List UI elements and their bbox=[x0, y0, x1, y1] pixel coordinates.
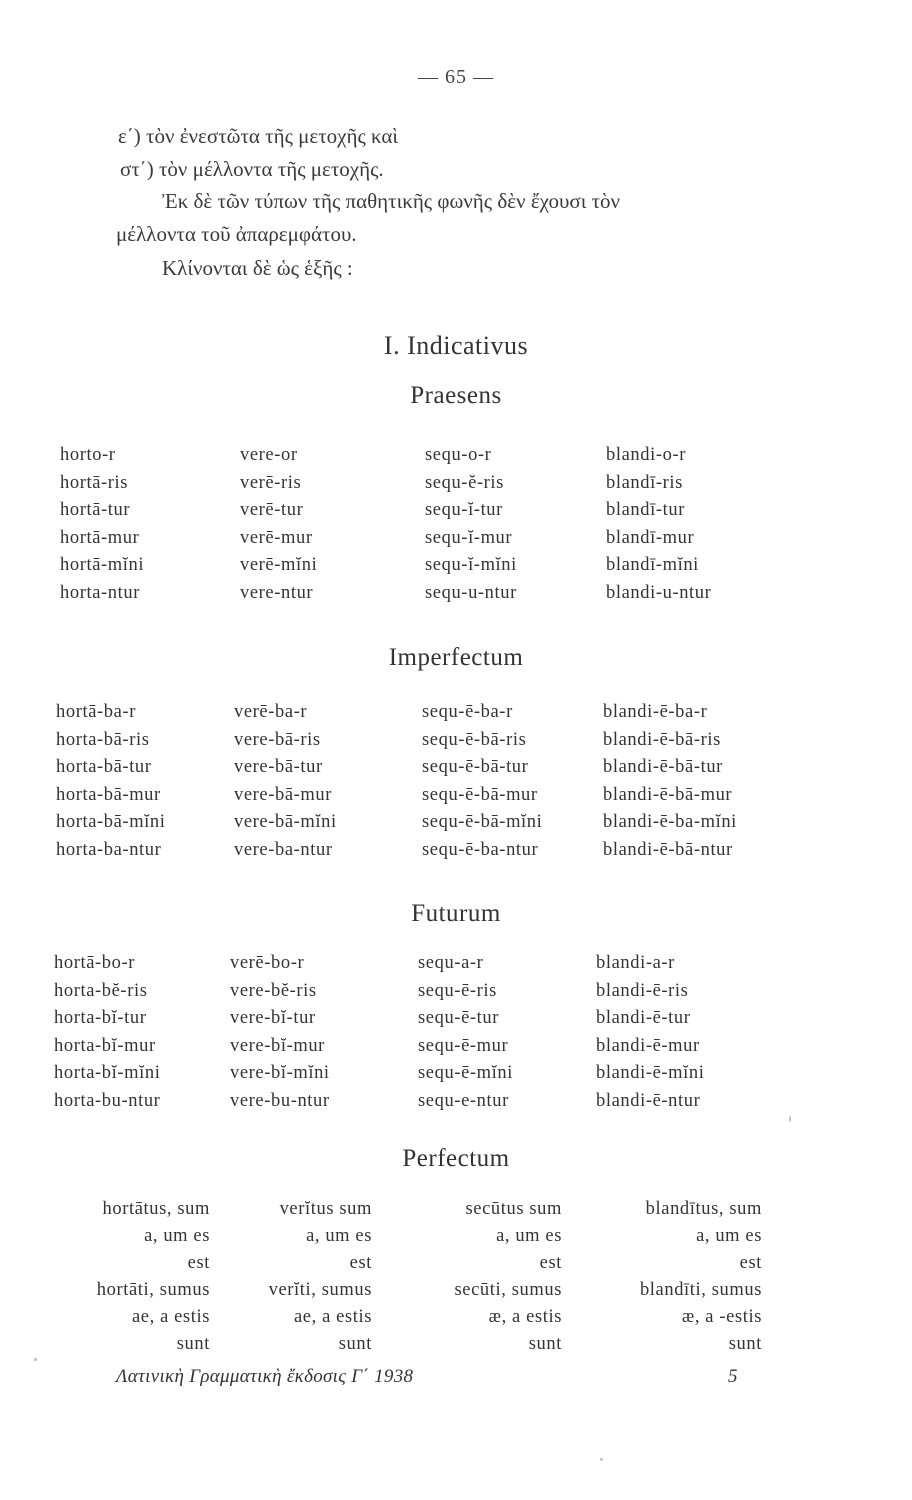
perfect-column bbox=[52, 1196, 210, 1358]
form-entry: sequ-ĭ-mĭni bbox=[425, 555, 517, 575]
form-entry: secūtus sum bbox=[465, 1199, 562, 1219]
intro-line: Κλίνονται δὲ ὡς ἑξῆς : bbox=[162, 256, 353, 280]
form-entry: vere-bĭ-mĭni bbox=[230, 1063, 330, 1083]
form-entry: horta-bĭ-mur bbox=[54, 1035, 156, 1056]
form-entry: blandi-ē-ba-mĭni bbox=[603, 812, 737, 832]
deponent-column bbox=[234, 699, 337, 864]
form-entry: est bbox=[739, 1253, 762, 1273]
form-entry: est bbox=[187, 1253, 210, 1273]
form-entry: sunt bbox=[528, 1334, 562, 1354]
form-entry: sequ-o-r bbox=[425, 445, 492, 465]
form-entry: sequ-ĭ-tur bbox=[425, 500, 503, 520]
form-entry: blandi-ē-bā-ntur bbox=[603, 839, 733, 860]
form-entry: sequ-ē-bā-mur bbox=[422, 784, 538, 805]
form-entry: vere-bĭ-tur bbox=[230, 1008, 316, 1028]
form-entry: vere-bā-tur bbox=[234, 757, 323, 777]
form-entry: blandi-ē-mur bbox=[596, 1035, 700, 1056]
form-entry: vere-bĭ-mur bbox=[230, 1035, 325, 1056]
form-entry: horta-bā-mur bbox=[56, 784, 161, 805]
form-entry: blandi-ē-tur bbox=[596, 1008, 691, 1028]
form-entry: blandī-ris bbox=[606, 472, 683, 493]
form-entry: verĭti, sumus bbox=[268, 1280, 372, 1300]
form-entry: sequ-ē-mur bbox=[418, 1035, 509, 1056]
form-entry: hortā-mĭni bbox=[60, 555, 145, 575]
form-entry: sequ-ē-tur bbox=[418, 1008, 499, 1028]
form-entry: blandi-a-r bbox=[596, 953, 675, 973]
form-entry: sequ-ē-ba-r bbox=[422, 702, 513, 722]
form-entry: hortā-mur bbox=[60, 527, 140, 548]
perfect-column bbox=[228, 1196, 372, 1358]
form-entry: sequ-a-r bbox=[418, 953, 484, 973]
form-entry: a, um es bbox=[696, 1226, 762, 1246]
deponent-column bbox=[60, 442, 144, 607]
intro-line: στ΄) τὸν μέλλοντα τῆς μετοχῆς. bbox=[120, 157, 384, 181]
footer-signature-number: 5 bbox=[728, 1366, 738, 1387]
form-entry: ae, a estis bbox=[132, 1307, 210, 1327]
form-entry: horta-bĕ-ris bbox=[54, 980, 148, 1001]
form-entry: sequ-ē-ris bbox=[418, 980, 497, 1001]
form-entry: verē-mĭni bbox=[240, 555, 318, 575]
form-entry: blandi-u-ntur bbox=[606, 582, 712, 603]
form-entry: sequ-ē-bā-tur bbox=[422, 757, 529, 777]
form-entry: horta-bā-mĭni bbox=[56, 812, 166, 832]
form-entry: blandi-ē-mĭni bbox=[596, 1063, 705, 1083]
form-entry: hortā-tur bbox=[60, 500, 131, 520]
form-entry: horta-ntur bbox=[60, 582, 140, 603]
form-entry: hortāti, sumus bbox=[96, 1280, 210, 1300]
form-entry: hortātus, sum bbox=[102, 1199, 210, 1219]
print-speck bbox=[789, 1116, 791, 1122]
form-entry: a, um es bbox=[496, 1226, 562, 1246]
form-entry: horta-bā-tur bbox=[56, 757, 152, 777]
form-entry: horta-bā-ris bbox=[56, 729, 150, 750]
form-entry: horto-r bbox=[60, 445, 116, 465]
intro-line: ε΄) τὸν ἐνεστῶτα τῆς μετοχῆς καὶ bbox=[118, 124, 399, 148]
form-entry: blandi-ē-bā-mur bbox=[603, 784, 733, 805]
deponent-column bbox=[418, 950, 513, 1115]
form-entry: sequ-ĕ-ris bbox=[425, 472, 504, 493]
form-entry: sequ-ē-bā-ris bbox=[422, 729, 527, 750]
form-entry: æ, a -estis bbox=[681, 1307, 762, 1327]
form-entry: sequ-ē-ba-ntur bbox=[422, 839, 539, 860]
footer-book-title: Λατινικὴ Γραμματικὴ ἔκδοσις Γ΄ 1938 bbox=[116, 1366, 414, 1387]
imperfectum-heading: Imperfectum bbox=[388, 644, 524, 671]
form-entry: verē-tur bbox=[240, 500, 304, 520]
deponent-column bbox=[425, 442, 517, 607]
form-entry: sequ-ē-bā-mĭni bbox=[422, 812, 543, 832]
form-entry: blandīti, sumus bbox=[639, 1280, 762, 1300]
deponent-column bbox=[240, 442, 317, 607]
form-entry: blandītus, sum bbox=[645, 1199, 762, 1219]
form-entry: secūti, sumus bbox=[454, 1280, 562, 1300]
form-entry: sunt bbox=[176, 1334, 210, 1354]
form-entry: vere-ntur bbox=[240, 582, 314, 603]
deponent-column bbox=[54, 950, 160, 1115]
form-entry: verē-mur bbox=[240, 527, 313, 548]
perfect-column bbox=[410, 1196, 562, 1358]
intro-line: μέλλοντα τοῦ ἀπαρεμφάτου. bbox=[116, 222, 357, 246]
form-entry: verĭtus sum bbox=[279, 1199, 372, 1219]
page-number: — 65 — bbox=[418, 66, 494, 88]
form-entry: blandī-tur bbox=[606, 500, 685, 520]
form-entry: est bbox=[349, 1253, 372, 1273]
deponent-column bbox=[596, 950, 705, 1115]
form-entry: vere-bu-ntur bbox=[230, 1090, 330, 1111]
form-entry: verē-ris bbox=[240, 472, 302, 493]
form-entry: blandi-ē-ntur bbox=[596, 1090, 701, 1111]
form-entry: blandī-mĭni bbox=[606, 555, 699, 575]
form-entry: sequ-u-ntur bbox=[425, 582, 517, 603]
form-entry: horta-ba-ntur bbox=[56, 839, 162, 860]
form-entry: a, um es bbox=[306, 1226, 372, 1246]
form-entry: est bbox=[539, 1253, 562, 1273]
form-entry: blandi-ē-bā-ris bbox=[603, 729, 721, 750]
form-entry: sunt bbox=[338, 1334, 372, 1354]
form-entry: blandi-ē-bā-tur bbox=[603, 757, 723, 777]
form-entry: ae, a estis bbox=[294, 1307, 372, 1327]
form-entry: a, um es bbox=[144, 1226, 210, 1246]
form-entry: verē-ba-r bbox=[234, 702, 308, 722]
form-entry: vere-bĕ-ris bbox=[230, 980, 317, 1001]
form-entry: vere-bā-ris bbox=[234, 729, 321, 750]
form-entry: sequ-ē-mĭni bbox=[418, 1063, 513, 1083]
form-entry: hortā-ris bbox=[60, 472, 129, 493]
form-entry: vere-bā-mĭni bbox=[234, 812, 337, 832]
form-entry: æ, a estis bbox=[488, 1307, 562, 1327]
perfectum-heading: Perfectum bbox=[402, 1145, 510, 1172]
intro-line: Ἐκ δὲ τῶν τύπων τῆς παθητικῆς φωνῆς δὲν ἔχουσι τὸν bbox=[162, 189, 621, 213]
form-entry: blandi-o-r bbox=[606, 445, 686, 465]
praesens-heading: Praesens bbox=[410, 382, 502, 409]
form-entry: sequ-ĭ-mur bbox=[425, 527, 513, 548]
form-entry: blandi-ē-ris bbox=[596, 980, 689, 1001]
form-entry: vere-bā-mur bbox=[234, 784, 333, 805]
section-title: I. Indicativus bbox=[383, 331, 529, 360]
print-speck bbox=[600, 1458, 603, 1461]
print-speck bbox=[34, 1358, 37, 1361]
deponent-column bbox=[422, 699, 542, 864]
deponent-column bbox=[56, 699, 166, 864]
form-entry: horta-bĭ-mĭni bbox=[54, 1063, 161, 1083]
deponent-column bbox=[230, 950, 330, 1115]
form-entry: blandi-ē-ba-r bbox=[603, 702, 708, 722]
form-entry: hortā-bo-r bbox=[54, 953, 135, 973]
form-entry: hortā-ba-r bbox=[56, 702, 136, 722]
form-entry: horta-bu-ntur bbox=[54, 1090, 161, 1111]
form-entry: blandī-mur bbox=[606, 527, 695, 548]
form-entry: vere-or bbox=[240, 445, 298, 465]
form-entry: sequ-e-ntur bbox=[418, 1090, 509, 1111]
form-entry: sunt bbox=[728, 1334, 762, 1354]
perfect-column bbox=[592, 1196, 762, 1358]
form-entry: vere-ba-ntur bbox=[234, 839, 333, 860]
deponent-column bbox=[603, 699, 737, 864]
deponent-column bbox=[606, 442, 711, 607]
form-entry: verē-bo-r bbox=[230, 953, 305, 973]
form-entry: horta-bĭ-tur bbox=[54, 1008, 147, 1028]
futurum-heading: Futurum bbox=[411, 900, 501, 927]
